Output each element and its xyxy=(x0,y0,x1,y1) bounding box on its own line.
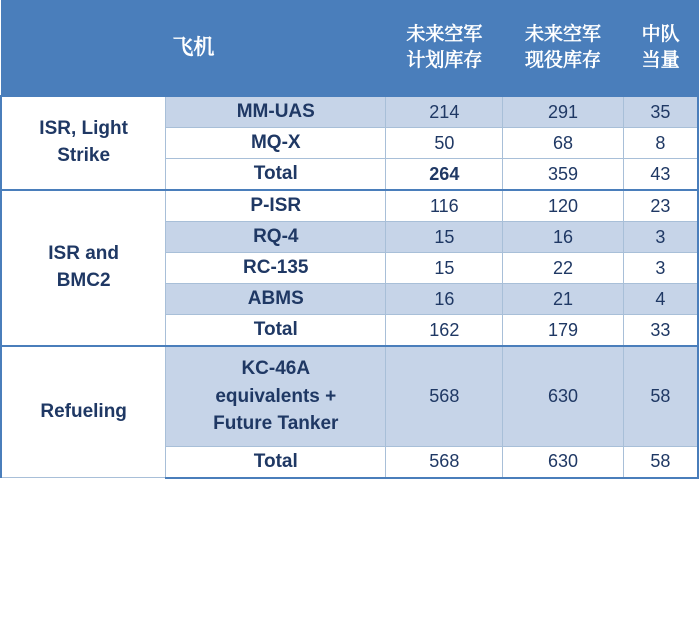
active-inventory-cell: 179 xyxy=(503,315,623,347)
group-label-1 xyxy=(1,96,166,190)
planned-inventory-cell: 568 xyxy=(386,346,503,446)
planned-inventory-cell: 116 xyxy=(386,190,503,222)
header-squadron-equivalents xyxy=(623,1,698,97)
header-active-line1: 未来空军 xyxy=(525,24,602,46)
planned-inventory-cell: 15 xyxy=(386,222,503,253)
squadron-equivalents-cell: 35 xyxy=(623,96,698,128)
aircraft-name-cell: RQ-4 xyxy=(166,222,386,253)
header-squadron-line1: 中队 xyxy=(641,24,680,46)
squadron-equivalents-cell: 23 xyxy=(623,190,698,222)
aircraft-name-cell: ABMS xyxy=(166,284,386,315)
aircraft-name-line3: Future Tanker xyxy=(213,413,339,435)
planned-inventory-cell: 214 xyxy=(386,96,503,128)
planned-inventory-cell: 264 xyxy=(386,159,503,191)
group-label-line2: BMC2 xyxy=(56,270,111,291)
aircraft-name-cell xyxy=(166,346,386,446)
aircraft-name-line2: equivalents + xyxy=(215,385,337,407)
active-inventory-cell: 120 xyxy=(503,190,623,222)
group-label-2 xyxy=(1,190,166,346)
header-category: 飞机 xyxy=(1,1,386,97)
header-planned-line1: 未来空军 xyxy=(406,24,483,46)
active-inventory-cell: 21 xyxy=(503,284,623,315)
table-body xyxy=(1,96,698,478)
aircraft-name-cell: RC-135 xyxy=(166,253,386,284)
squadron-equivalents-cell: 58 xyxy=(623,446,698,478)
squadron-equivalents-cell: 43 xyxy=(623,159,698,191)
planned-inventory-cell: 568 xyxy=(386,446,503,478)
aircraft-name-cell: MQ-X xyxy=(166,128,386,159)
active-inventory-cell: 630 xyxy=(503,446,623,478)
table-row xyxy=(1,190,698,222)
squadron-equivalents-cell: 3 xyxy=(623,222,698,253)
squadron-equivalents-cell: 3 xyxy=(623,253,698,284)
planned-inventory-cell: 162 xyxy=(386,315,503,347)
table-header xyxy=(1,1,698,97)
header-active-line2: 现役库存 xyxy=(525,50,602,71)
aircraft-name-cell: P-ISR xyxy=(166,190,386,222)
group-label-line1: ISR and xyxy=(48,243,119,265)
squadron-equivalents-cell: 58 xyxy=(623,346,698,446)
table-row xyxy=(1,96,698,128)
header-planned-line2: 计划库存 xyxy=(406,50,483,71)
header-active-inventory xyxy=(503,1,623,97)
squadron-equivalents-cell: 33 xyxy=(623,315,698,347)
group-label-line1: Refueling xyxy=(40,400,127,422)
aircraft-name-line1: KC-46A xyxy=(241,358,311,379)
group-label-3 xyxy=(1,346,166,478)
squadron-equivalents-cell: 8 xyxy=(623,128,698,159)
active-inventory-cell: 291 xyxy=(503,96,623,128)
active-inventory-cell: 22 xyxy=(503,253,623,284)
planned-inventory-cell: 50 xyxy=(386,128,503,159)
aircraft-name-cell: Total xyxy=(166,315,386,347)
group-label-line1: ISR, Light xyxy=(39,118,128,140)
planned-inventory-cell: 15 xyxy=(386,253,503,284)
active-inventory-cell: 16 xyxy=(503,222,623,253)
header-squadron-line2: 当量 xyxy=(641,50,680,71)
squadron-equivalents-cell: 4 xyxy=(623,284,698,315)
aircraft-name-cell: MM-UAS xyxy=(166,96,386,128)
table-row xyxy=(1,346,698,446)
aircraft-name-cell: Total xyxy=(166,159,386,191)
planned-inventory-cell: 16 xyxy=(386,284,503,315)
aircraft-name-cell: Total xyxy=(166,446,386,478)
table-header-row xyxy=(1,1,698,97)
active-inventory-cell: 359 xyxy=(503,159,623,191)
group-label-line2: Strike xyxy=(57,145,111,166)
header-planned-inventory xyxy=(386,1,503,97)
active-inventory-cell: 68 xyxy=(503,128,623,159)
active-inventory-cell: 630 xyxy=(503,346,623,446)
